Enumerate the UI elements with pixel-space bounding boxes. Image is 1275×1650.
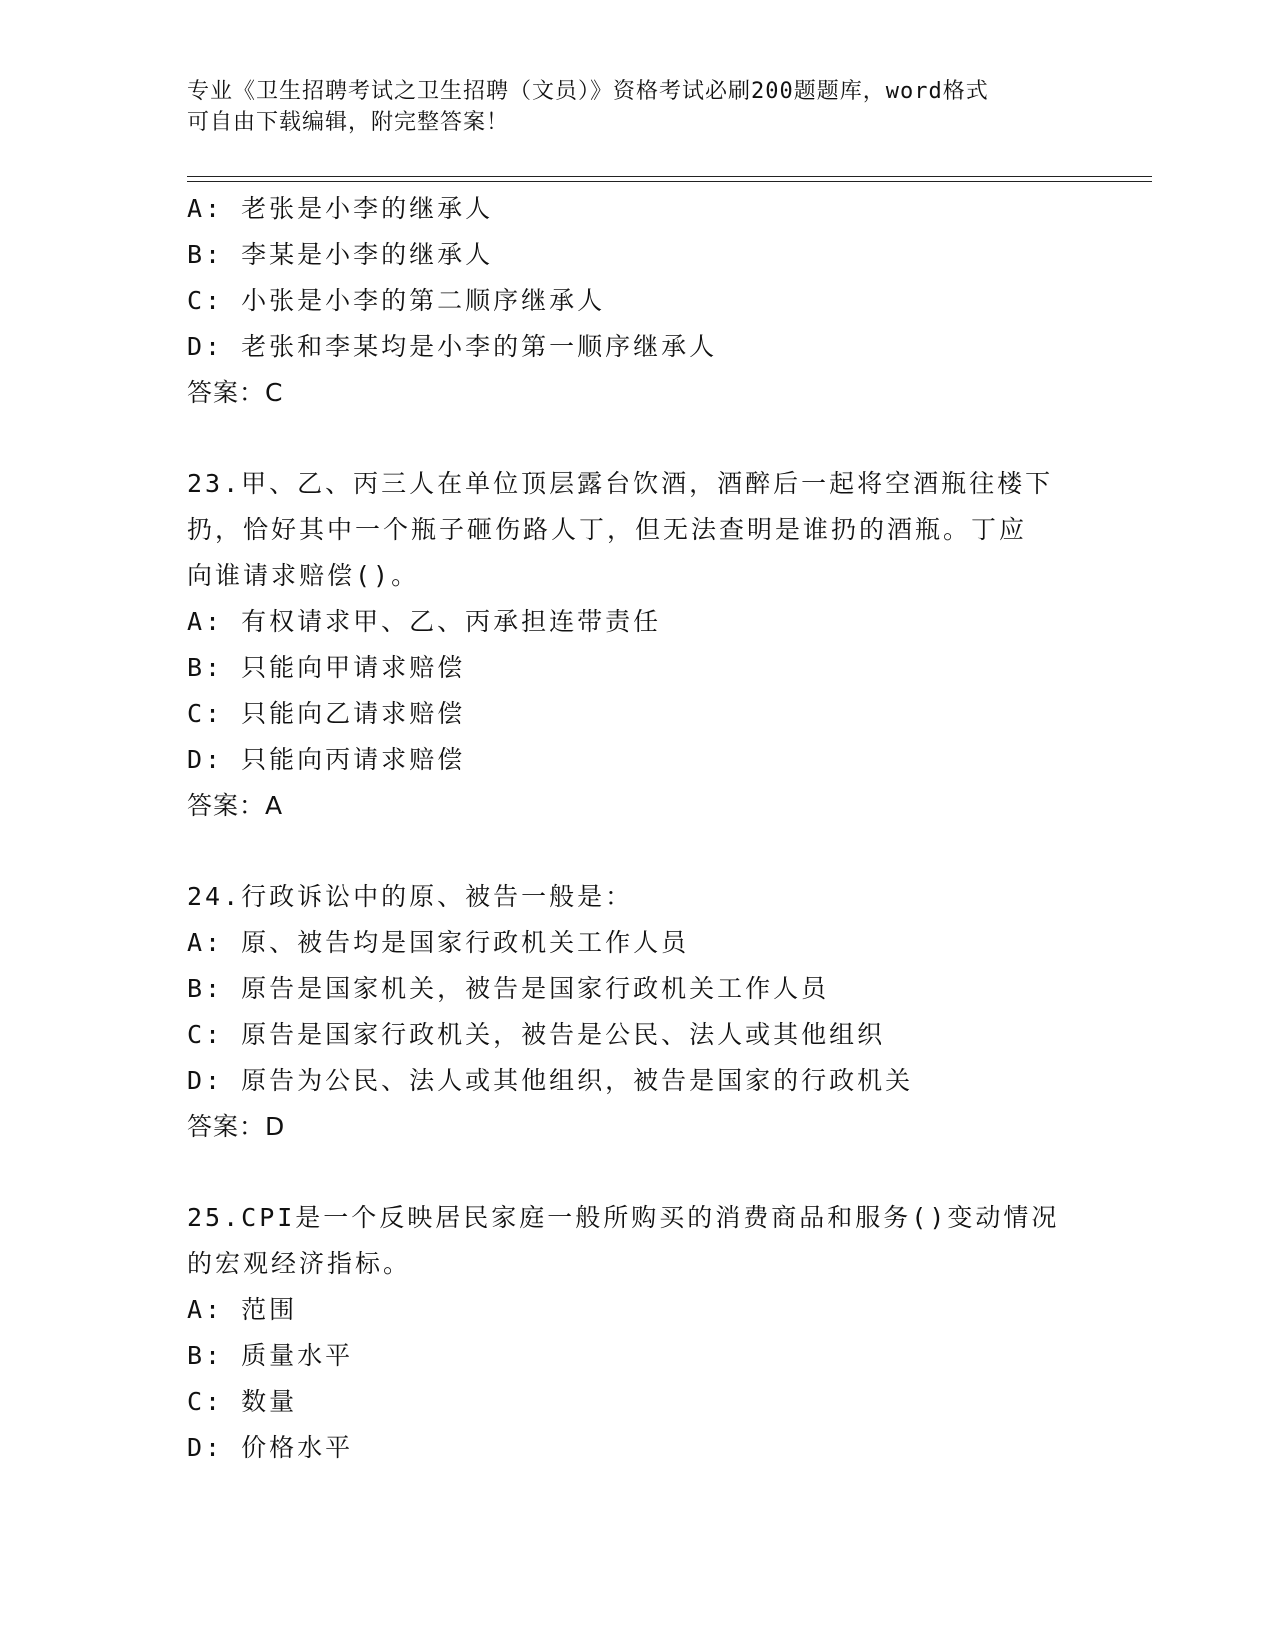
question-25 [187,1195,1087,1471]
header-divider-top [187,176,1152,177]
option-d: D: 价格水平 [187,1433,354,1462]
option-b: B: 只能向甲请求赔偿 [187,653,466,682]
spacer [187,416,1087,461]
option-b: B: 质量水平 [187,1341,354,1370]
option-a: A: 范围 [187,1295,298,1324]
option-c: C: 原告是国家行政机关，被告是公民、法人或其他组织 [187,1020,886,1049]
document-header [187,76,1067,138]
question-22 [187,186,1087,416]
header-line-2: 可自由下载编辑，附完整答案！ [187,110,510,135]
answer: 答案：D [187,1112,286,1141]
option-b: B: 李某是小李的继承人 [187,240,494,269]
question-stem-line: 扔，恰好其中一个瓶子砸伤路人丁，但无法查明是谁扔的酒瓶。丁应 [187,515,1028,544]
option-c: C: 只能向乙请求赔偿 [187,699,466,728]
question-24 [187,874,1087,1150]
option-d: D: 原告为公民、法人或其他组织，被告是国家的行政机关 [187,1066,914,1095]
option-a: A: 有权请求甲、乙、丙承担连带责任 [187,607,662,636]
answer: 答案：A [187,791,284,820]
question-stem-line: 23.甲、乙、丙三人在单位顶层露台饮酒，酒醉后一起将空酒瓶往楼下 [187,469,1054,498]
question-stem-line: 的宏观经济指标。 [187,1249,412,1278]
option-d: D: 只能向丙请求赔偿 [187,745,466,774]
question-list [187,186,1087,1471]
header-divider-bottom [187,181,1152,182]
option-c: C: 小张是小李的第二顺序继承人 [187,286,606,315]
option-d: D: 老张和李某均是小李的第一顺序继承人 [187,332,718,361]
spacer [187,1150,1087,1195]
option-a: A: 原、被告均是国家行政机关工作人员 [187,928,690,957]
spacer [187,829,1087,874]
option-c: C: 数量 [187,1387,298,1416]
header-line-1: 专业《卫生招聘考试之卫生招聘（文员）》资格考试必刷200题题库，word格式 [187,79,989,104]
option-b: B: 原告是国家机关，被告是国家行政机关工作人员 [187,974,830,1003]
option-a: A: 老张是小李的继承人 [187,194,494,223]
question-stem-line: 24.行政诉讼中的原、被告一般是： [187,882,634,911]
question-stem-line: 向谁请求赔偿()。 [187,561,420,590]
question-23 [187,461,1087,829]
question-stem-line: 25.CPI是一个反映居民家庭一般所购买的消费商品和服务()变动情况 [187,1203,1060,1232]
answer: 答案：C [187,378,284,407]
